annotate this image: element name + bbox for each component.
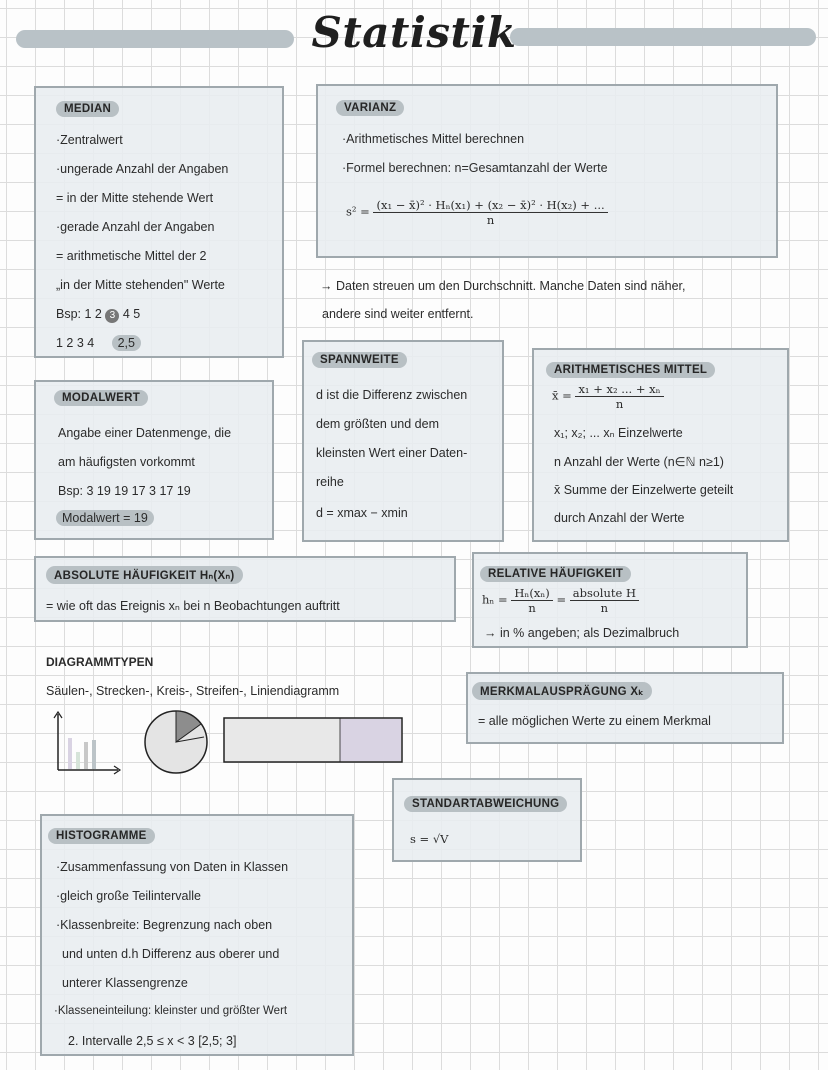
streuung-line-1: → Daten streuen um den Durchschnitt. Manche Daten sind näher, xyxy=(320,279,686,293)
median-line: = in der Mitte stehende Wert xyxy=(56,191,214,205)
histogramme-line: ·Klasseneinteilung: kleinster und größter Wert xyxy=(54,1005,288,1017)
relative-f2-numerator: absolute H xyxy=(570,586,639,601)
pie-chart-icon xyxy=(145,711,207,773)
median-example-label: Bsp: xyxy=(56,307,82,321)
spannweite-line: kleinsten Wert einer Daten- xyxy=(316,446,468,460)
relative-heading: RELATIVE HÄUFIGKEIT xyxy=(480,566,631,582)
varianz-formula-lhs: s² = xyxy=(346,204,370,219)
varianz-formula-numerator: (x₁ − x̄)² · Hₙ(x₁) + (x₂ − x̄)² · H(x₂) + ... xyxy=(373,198,607,213)
spannweite-line: reihe xyxy=(316,475,344,489)
streuung-line-2: andere sind weiter entfernt. xyxy=(322,307,474,321)
spannweite-line: d ist die Differenz zwischen xyxy=(316,388,468,402)
absolute-line: = wie oft das Ereignis xₙ bei n Beobachtungen auftritt xyxy=(46,599,340,613)
relative-fraction-2 xyxy=(570,586,639,615)
histogramme-line: ·Klassenbreite: Begrenzung nach oben xyxy=(56,918,273,932)
median-box xyxy=(34,86,284,358)
median-line: = arithmetische Mittel der 2 xyxy=(56,249,207,263)
arith-fraction xyxy=(575,382,663,411)
modalwert-line: Angabe einer Datenmenge, die xyxy=(58,426,232,440)
arith-line: durch Anzahl der Werte xyxy=(554,511,685,525)
arith-line: x̄ Summe der Einzelwerte geteilt xyxy=(554,483,734,497)
median-example xyxy=(56,307,140,323)
modalwert-heading: MODALWERT xyxy=(54,390,148,406)
relative-f1-denominator: n xyxy=(528,601,536,615)
merkmal-line: = alle möglichen Werte zu einem Merkmal xyxy=(478,714,711,728)
varianz-line: ·Formel berechnen: n=Gesamtanzahl der Werte xyxy=(342,161,608,175)
varianz-formula-denominator: n xyxy=(486,213,495,227)
arith-line: n Anzahl der Werte (n∈ℕ n≥1) xyxy=(554,455,724,469)
histogramme-line: und unten d.h Differenz aus oberer und xyxy=(62,947,280,961)
varianz-fraction xyxy=(373,198,607,227)
merkmal-box xyxy=(466,672,784,744)
histogramme-line: unterer Klassengrenze xyxy=(62,976,188,990)
arith-line: x₁; x₂; ... xₙ Einzelwerte xyxy=(554,426,683,440)
header-bar-right xyxy=(510,28,816,46)
relative-formula xyxy=(482,586,639,615)
histogramme-heading: HISTOGRAMME xyxy=(48,828,155,844)
median-line: ·ungerade Anzahl der Angaben xyxy=(56,162,229,176)
diagramm-heading: DIAGRAMMTYPEN xyxy=(46,655,154,669)
median-line: ·Zentralwert xyxy=(56,133,123,147)
relative-formula-lhs: hₙ = xyxy=(482,592,508,607)
arith-formula-denominator: n xyxy=(615,397,624,411)
relative-formula-eq: = xyxy=(556,592,567,607)
diagramm-line: Säulen-, Strecken-, Kreis-, Streifen-, Liniendiagramm xyxy=(46,684,340,698)
diagram-sketches xyxy=(44,708,404,778)
standard-box xyxy=(392,778,582,862)
histogramme-line: 2. Intervalle 2,5 ≤ x < 3 [2,5; 3] xyxy=(68,1034,237,1048)
modalwert-box xyxy=(34,380,274,540)
relative-box xyxy=(472,552,748,648)
relative-f1-numerator: Hₙ(xₙ) xyxy=(511,586,552,601)
varianz-heading: VARIANZ xyxy=(336,100,404,116)
varianz-line: ·Arithmetisches Mittel berechnen xyxy=(342,132,525,146)
standard-heading: STANDARTABWEICHUNG xyxy=(404,796,567,812)
median-line: „in der Mitte stehenden" Werte xyxy=(56,278,225,292)
header-bar-left xyxy=(16,30,294,48)
relative-note: → in % angeben; als Dezimalbruch xyxy=(484,626,680,640)
spannweite-heading: SPANNWEITE xyxy=(312,352,407,368)
spannweite-formula: d = xmax − xmin xyxy=(316,506,408,520)
modalwert-result xyxy=(56,511,154,525)
spannweite-line: dem größten und dem xyxy=(316,417,439,431)
median-example-even xyxy=(56,336,141,350)
median-line: ·gerade Anzahl der Angaben xyxy=(56,220,215,234)
arith-formula xyxy=(552,382,664,411)
median-example-values-b: 4 5 xyxy=(122,307,141,321)
median-middle-value: 3 xyxy=(105,309,119,323)
median-heading: MEDIAN xyxy=(56,101,119,117)
median-example-even-values: 1 2 3 4 xyxy=(56,336,95,350)
arith-heading: ARITHMETISCHES MITTEL xyxy=(546,362,715,378)
spannweite-box xyxy=(302,340,504,542)
stripe-chart-icon xyxy=(224,718,402,762)
modalwert-line: am häufigsten vorkommt xyxy=(58,455,195,469)
varianz-formula xyxy=(346,198,608,227)
varianz-box xyxy=(316,84,778,258)
standard-formula: s = √V xyxy=(410,832,449,846)
median-example-values-a: 1 2 xyxy=(84,307,102,321)
page-title: Statistik xyxy=(311,8,517,57)
relative-f2-denominator: n xyxy=(600,601,609,615)
histogramme-box xyxy=(40,814,354,1056)
relative-fraction-1 xyxy=(511,586,552,615)
arith-formula-lhs: x̄ = xyxy=(552,388,572,403)
histogramme-line: ·gleich große Teilintervalle xyxy=(56,889,201,903)
absolute-heading: ABSOLUTE HÄUFIGKEIT Hₙ(Xₙ) xyxy=(46,566,243,584)
column-chart-icon xyxy=(54,712,120,774)
median-example-even-result: 2,5 xyxy=(112,335,141,351)
absolute-box xyxy=(34,556,456,622)
histogramme-line: ·Zusammenfassung von Daten in Klassen xyxy=(56,860,289,874)
arith-formula-numerator: x₁ + x₂ ... + xₙ xyxy=(575,382,663,397)
arith-box xyxy=(532,348,789,542)
modalwert-result-tag: Modalwert = 19 xyxy=(56,510,154,526)
merkmal-heading: MERKMALAUSPRÄGUNG Xₖ xyxy=(472,682,652,700)
modalwert-line: Bsp: 3 19 19 17 3 17 19 xyxy=(58,484,191,498)
